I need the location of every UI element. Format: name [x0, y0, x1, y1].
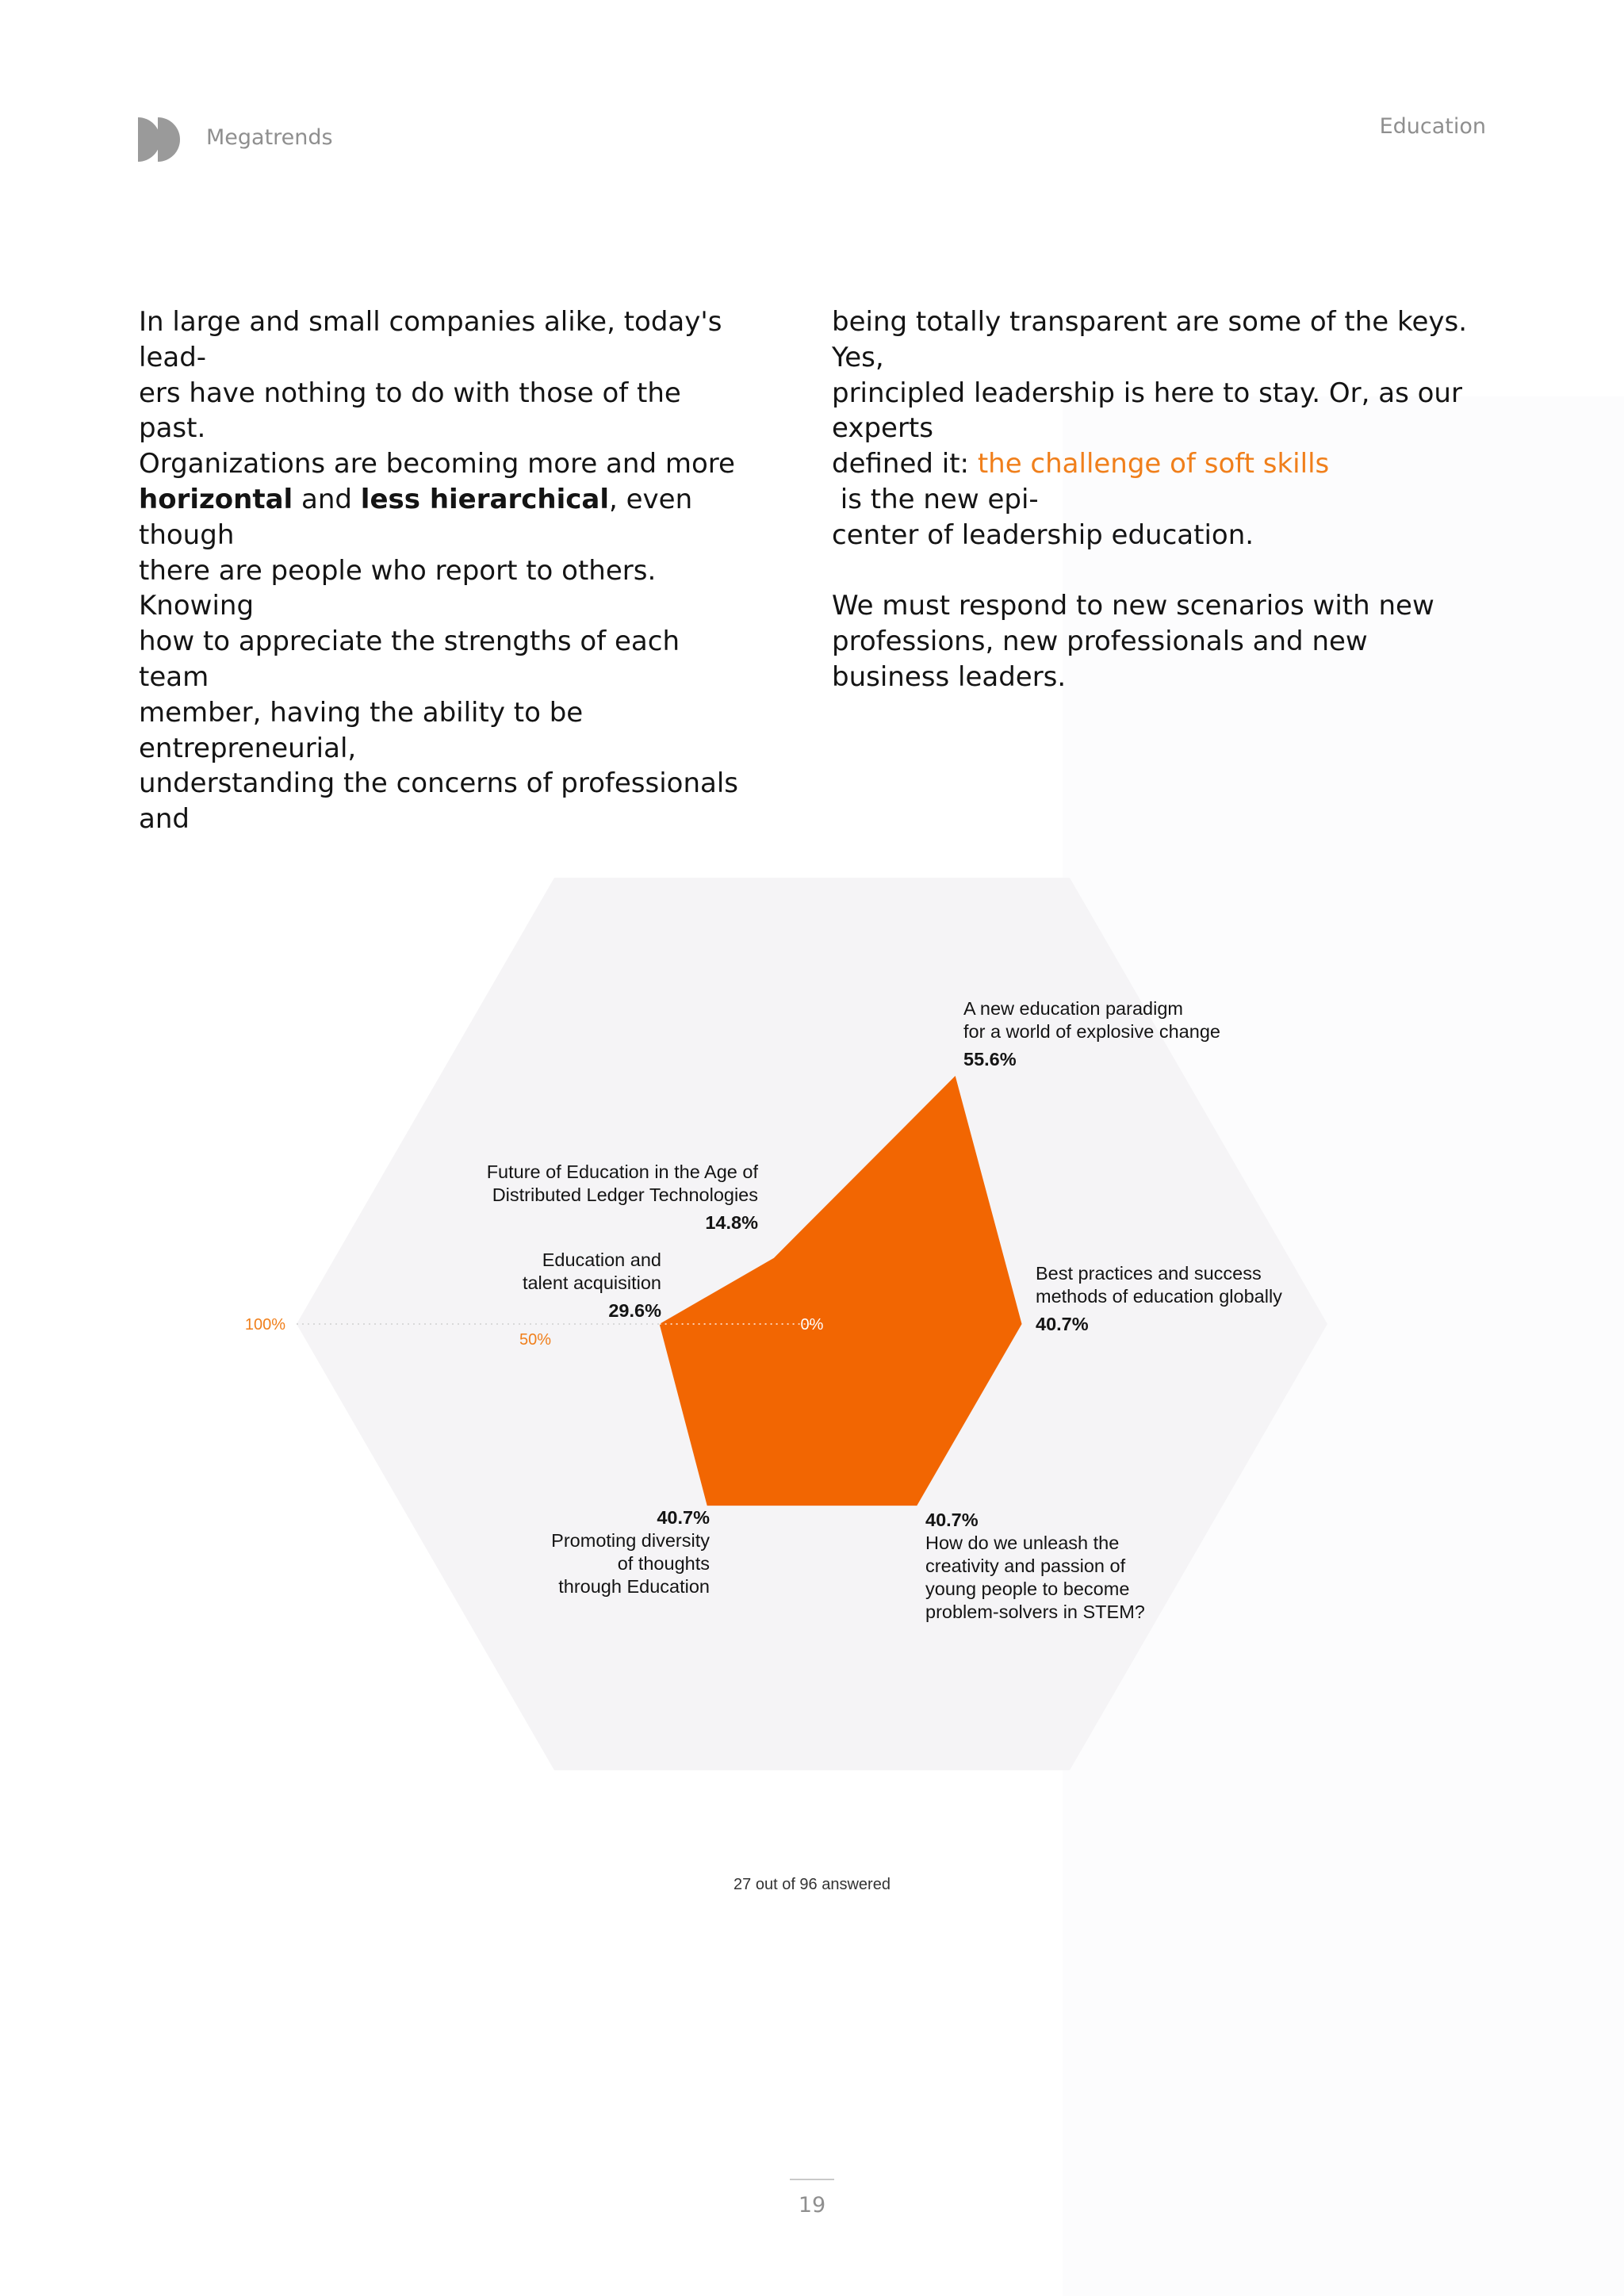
category-label: through Education [558, 1576, 710, 1597]
body-line: ers have nothing to do with those of the past. [139, 377, 681, 445]
category-label: problem-solvers in STEM? [925, 1601, 1145, 1622]
page-number: 19 [798, 2193, 826, 2218]
body-line: member, having the ability to be entrepreneurial, [139, 696, 584, 764]
body-column-left [139, 304, 749, 837]
data-value-label: 55.6% [963, 1049, 1017, 1070]
body-line [139, 482, 749, 553]
data-value-label: 40.7% [1036, 1314, 1089, 1334]
inline-text: , even though [139, 483, 693, 551]
category-label: Promoting diversity [551, 1530, 710, 1551]
chart-footnote: 27 out of 96 answered [733, 1876, 891, 1893]
category-label: methods of education globally [1036, 1286, 1282, 1307]
body-line: professions, new professionals and new [832, 626, 1368, 658]
category-label: A new education paradigm [963, 998, 1183, 1019]
body-line: principled leadership is here to stay. Or, as our experts [832, 377, 1462, 445]
section-title: Megatrends [206, 125, 333, 150]
category-label: of thoughts [617, 1553, 710, 1574]
double-d-logo-icon [138, 117, 184, 162]
radar-chart [0, 864, 1624, 1800]
inline-text: and [293, 483, 361, 515]
body-line: there are people who report to others. Knowing [139, 554, 657, 622]
body-line: being totally transparent are some of the keys. Yes, [832, 306, 1468, 373]
category-label: Future of Education in the Age of [486, 1161, 758, 1182]
page-number-rule [790, 2179, 834, 2180]
category-label: young people to become [925, 1578, 1130, 1599]
bold-term: less hierarchical [360, 483, 609, 515]
inline-text: defined it: [832, 448, 978, 480]
body-line: business leaders. [832, 660, 1067, 693]
body-line: how to appreciate the strengths of each team [139, 626, 680, 693]
highlight-text: the challenge of soft skills [977, 448, 1330, 480]
body-line [832, 446, 1498, 518]
inline-text: is the new epi- [832, 483, 1039, 515]
category-label: talent acquisition [522, 1272, 661, 1293]
category-label: creativity and passion of [925, 1556, 1126, 1576]
data-value-label: 29.6% [608, 1300, 661, 1321]
body-line: Organizations are becoming more and more [139, 448, 735, 480]
body-line: In large and small companies alike, today's lead- [139, 306, 722, 373]
data-value-label: 14.8% [705, 1212, 758, 1233]
category-label: Distributed Ledger Technologies [492, 1184, 758, 1205]
body-column-right [832, 304, 1498, 695]
body-line: understanding the concerns of professionals and [139, 767, 738, 836]
paragraph-gap [832, 553, 1498, 589]
scale-label-50: 50% [519, 1331, 552, 1349]
data-value-label: 40.7% [657, 1507, 710, 1528]
data-value-label: 40.7% [925, 1510, 979, 1530]
scale-label-0: 0% [800, 1316, 824, 1334]
bold-term: horizontal [139, 483, 293, 515]
body-line: center of leadership education. [832, 519, 1254, 551]
category-label: Education and [542, 1249, 661, 1270]
category-label: Best practices and success [1036, 1263, 1262, 1284]
body-line: We must respond to new scenarios with new [832, 590, 1434, 622]
category-label: How do we unleash the [925, 1533, 1120, 1553]
scale-label-100: 100% [244, 1316, 285, 1334]
chapter-title: Education [1379, 114, 1486, 139]
category-label: for a world of explosive change [963, 1021, 1220, 1042]
